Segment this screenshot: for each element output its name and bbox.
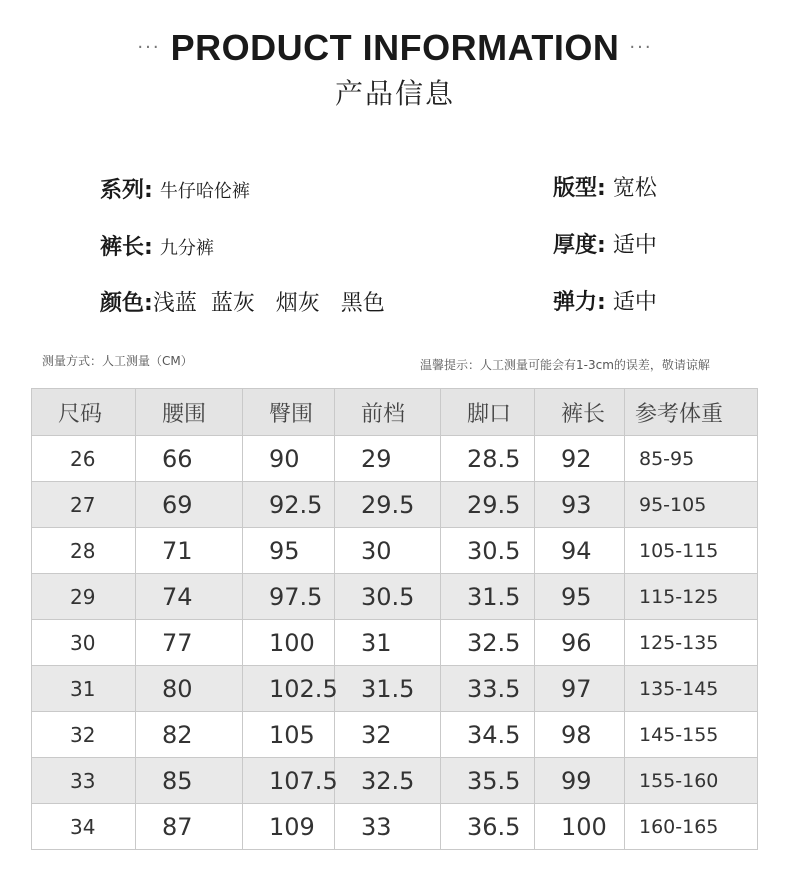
attr-fit [553,171,657,202]
header-cell-weight: 参考体重 [625,389,758,436]
cell-hem: 33.5 [441,666,535,712]
table-row [32,528,758,574]
cell-weight: 105-115 [625,528,758,574]
attr-elasticity-key: 弹力 [553,290,598,315]
cell-waist: 80 [136,666,243,712]
cell-hem: 36.5 [441,804,535,850]
attr-colors-key: 颜色 [100,291,145,316]
cell-length: 93 [535,482,625,528]
table-row [32,712,758,758]
cell-size: 30 [32,620,136,666]
cell-hem: 31.5 [441,574,535,620]
cell-front-rise: 32 [335,712,441,758]
table-row [32,482,758,528]
cell-length: 97 [535,666,625,712]
attr-thickness-value: 适中 [612,233,657,258]
cell-waist: 82 [136,712,243,758]
cell-waist: 74 [136,574,243,620]
attr-thickness [553,228,657,259]
cell-waist: 69 [136,482,243,528]
table-row [32,666,758,712]
cell-weight: 85-95 [625,436,758,482]
cell-front-rise: 29 [335,436,441,482]
cell-length: 95 [535,574,625,620]
attr-separator: : [144,178,153,203]
attr-separator: : [597,290,606,315]
cell-hip: 92.5 [243,482,335,528]
cell-hip: 100 [243,620,335,666]
cell-waist: 71 [136,528,243,574]
size-table [31,388,758,850]
cell-size: 28 [32,528,136,574]
cell-length: 98 [535,712,625,758]
cell-length: 94 [535,528,625,574]
page-title-chinese: 产品信息 [334,77,455,110]
cell-weight: 160-165 [625,804,758,850]
table-row [32,574,758,620]
attr-series [100,173,250,204]
attr-elasticity-value: 适中 [612,290,657,315]
cell-weight: 155-160 [625,758,758,804]
table-row [32,620,758,666]
cell-front-rise: 31.5 [335,666,441,712]
cell-hem: 35.5 [441,758,535,804]
cell-hem: 32.5 [441,620,535,666]
attr-fit-key: 版型 [553,176,598,201]
cell-hem: 28.5 [441,436,535,482]
table-row [32,436,758,482]
cell-weight: 135-145 [625,666,758,712]
attr-length-key: 裤长 [100,235,145,260]
cell-waist: 77 [136,620,243,666]
attr-length-value: 九分裤 [159,238,214,259]
cell-front-rise: 31 [335,620,441,666]
header-cell-size: 尺码 [32,389,136,436]
title-dots-right: ··· [629,37,653,58]
attr-elasticity [553,285,657,316]
cell-size: 29 [32,574,136,620]
cell-front-rise: 30 [335,528,441,574]
cell-length: 92 [535,436,625,482]
cell-weight: 145-155 [625,712,758,758]
cell-size: 31 [32,666,136,712]
header-cell-length: 裤长 [535,389,625,436]
attr-thickness-key: 厚度 [553,233,598,258]
cell-hip: 97.5 [243,574,335,620]
cell-hip: 109 [243,804,335,850]
header-cell-front-rise: 前档 [335,389,441,436]
cell-front-rise: 30.5 [335,574,441,620]
cell-front-rise: 32.5 [335,758,441,804]
cell-hem: 30.5 [441,528,535,574]
cell-weight: 115-125 [625,574,758,620]
attr-separator: : [144,235,153,260]
cell-hip: 95 [243,528,335,574]
title-row [0,26,790,70]
attr-series-key: 系列 [100,178,145,203]
cell-hip: 102.5 [243,666,335,712]
title-dots-left: ··· [137,37,161,58]
cell-size: 26 [32,436,136,482]
cell-length: 96 [535,620,625,666]
header-cell-hem: 脚口 [441,389,535,436]
cell-waist: 87 [136,804,243,850]
cell-hip: 90 [243,436,335,482]
cell-length: 99 [535,758,625,804]
cell-size: 33 [32,758,136,804]
header-cell-hip: 臀围 [243,389,335,436]
attr-length [100,230,214,261]
attr-separator: : [597,176,606,201]
cell-size: 27 [32,482,136,528]
cell-size: 34 [32,804,136,850]
measure-tip-note: 温馨提示：人工测量可能会有1-3cm的误差，敬请谅解 [420,358,710,372]
cell-weight: 95-105 [625,482,758,528]
cell-hip: 105 [243,712,335,758]
cell-waist: 85 [136,758,243,804]
cell-length: 100 [535,804,625,850]
cell-size: 32 [32,712,136,758]
header-cell-waist: 腰围 [136,389,243,436]
attr-colors [100,286,385,317]
measure-method-note: 测量方式：人工测量（CM） [42,354,193,368]
attr-fit-value: 宽松 [612,176,657,201]
page-title-english: PRODUCT INFORMATION [170,27,620,68]
attr-separator: : [144,291,153,316]
attr-separator: : [597,233,606,258]
cell-hem: 29.5 [441,482,535,528]
cell-weight: 125-135 [625,620,758,666]
cell-hem: 34.5 [441,712,535,758]
cell-waist: 66 [136,436,243,482]
cell-front-rise: 29.5 [335,482,441,528]
table-row [32,758,758,804]
table-row [32,804,758,850]
attr-series-value: 牛仔哈伦裤 [159,181,250,202]
size-table-header-row [32,389,758,436]
cell-front-rise: 33 [335,804,441,850]
cell-hip: 107.5 [243,758,335,804]
attr-colors-value: 浅蓝 蓝灰 烟灰 黑色 [152,291,385,316]
